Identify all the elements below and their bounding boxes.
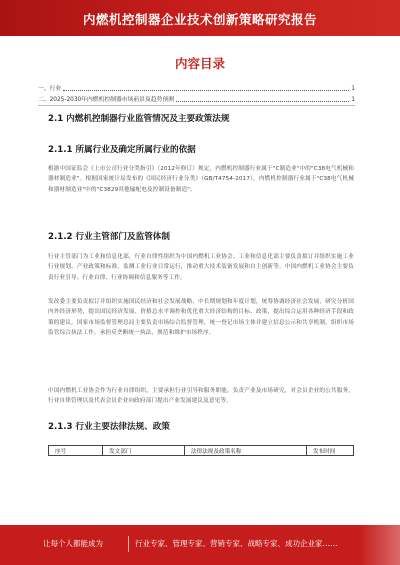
regulations-table-header [48,445,354,456]
table-header-cell: 发布时间 [313,448,336,455]
body-paragraph: 发改委主要负责拟订并组织实施国民经济和社会发展战略、中长期规划和年度计划，统筹协调经济社会发展，研究分析国内外经济形势，提出国民经济发展、价格总水平调控和优化重大经济结构的目标、政策，提出综合运用各种经济手段和政策的建议。国家市场监督管理总局主要负责市场综合监督管理，统一登记市场主体并建立信息公示和共享机制，组织市场监管综合执法工作，承担反垄断统一执法，规范和维护市场秩序。 [48,299,354,337]
toc-entry-label: 一、行业 [38,86,62,92]
subsection-heading: 2.1.2 行业主管部门及监管体制 [48,232,170,242]
toc-entry[interactable] [38,95,355,103]
report-title: 内燃机控制器企业技术创新策略研究报告 [82,12,317,27]
body-paragraph: 中国内燃机工业协会作为行业自律组织，主要承担行业引导和服务职能，负责产业及市场研究，对会员企业的公共服务，行业自律管理以及代表会员企业向政府部门提出产业发展建议及意见等。 [48,388,354,405]
body-paragraph: 行业主管部门为工业和信息化部，行业自律性组织为中国内燃机工业协会。工业和信息化部主要负责拟订并组织实施工业行业规划、产业政策和标准，监测工业行业日常运行，推动重大技术装备发展和自主创新等。中国内燃机工业协会主要负责行业引导、行业自律、行业协调和信息服务等工作。 [48,254,354,281]
footer-slogan-left: 让每个人都能成为 [43,539,103,548]
footer-banner [0,525,400,565]
toc-entry-page: 1 [351,97,355,103]
toc-entry[interactable] [38,84,355,92]
header-banner [0,0,400,36]
footer-divider [128,536,129,552]
footer-slogan-right: 行业专家、管理专家、营销专家、战略专家、成功企业家…… [135,539,338,548]
toc-title: 内容目录 [174,56,225,71]
table-header-cell: 发文部门 [103,446,185,455]
toc-entry-label: 二、2025-2030年内燃机控制器市场前景及趋势预测 [38,97,174,103]
toc-leader-dots [63,90,349,91]
toc-divider [38,105,355,106]
subsection-heading: 2.1.1 所属行业及确定所属行业的依据 [48,145,196,155]
subsection-heading: 2.1.3 行业主要法律法规、政策 [48,422,170,432]
body-paragraph: 根据中国证监会《上市公司行业分类指引》（2012年修订）规定，内燃机控制器行业属于"C制造业"中的"C38电气机械和器材制造业"。根据国家统计局发布的《国民经济行业分类》（GB/T4754-2017），内燃机控制器行业属于"C38电气机械和器材制造业"中的"C3829其他输配电及控制设备制造"。 [48,166,354,193]
table-header-cell: 法律法规及政策名称 [185,446,307,455]
toc-leader-dots [176,101,349,102]
section-heading: 2.1 内燃机控制器行业监管情况及主要政策法规 [48,114,230,124]
toc-entry-page: 1 [351,86,355,92]
table-header-cell: 序号 [49,446,103,455]
footer-fade [360,525,400,565]
